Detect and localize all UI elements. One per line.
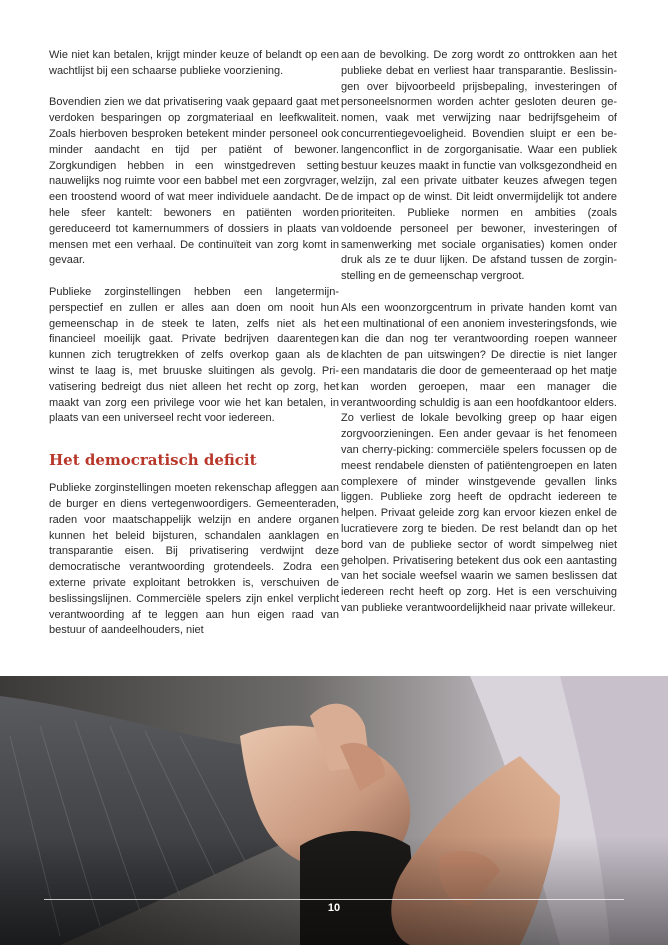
left-paragraph-2: Bovendien zien we dat privatisering vaak gepaard gaat met verdoken besparingen op zorgmateriaal en leefkwaliteit. Zoals hierboven besproken betekent minder personeel ook minder aandacht en tijd per patiënt of bewoner. Zorgkundigen hebben in een winstgedreven setting nauwelijks nog ruimte voor een babbel met een zorgvrager, een troostend woord of wat meer individuele aandacht. De hele sfeer kantelt: bewoners en patiënten worden gereduceerd tot kamernummers of dossiers in plaats van mensen met een verhaal. De continuïteit van zorg komt in gevaar. [49,96,339,267]
section-heading: Het democratisch deficit [49,451,257,470]
right-column [341,48,617,632]
left-paragraph-4: Publieke zorginstellingen moeten rekenschap afleggen aan de burger en diens vertegenwoordigers. Gemeenteraden, raden voor maatschappelijk welzijn en andere organen kunnen het beleid bijsturen, schandalen aanklagen en transparantie eisen. Bij privatisering verdwijnt deze democratische verantwoording grotendeels. Zodra een externe private exploitant betrokken is, verschuiven de beslissingslijnen. Commerciële spelers zijn enkel verplicht verantwoording af te leggen aan hun eigen raad van bestuur of aandeelhouders, niet [49,482,339,637]
left-paragraph-3: Publieke zorginstellingen hebben een langetermijnperspectief en zullen er alles aan doen om nooit hun gemeenschap in de steek te laten, zelfs niet als het financieel moeilijk gaat. Private bedrijven daarentegen kunnen zich terugtrekken of zelfs overkop gaan als de winst te laag is, met bruuske sluitingen als gevolg. Privatisering bedreigt dus niet alleen het recht op zorg, het maakt van zorg een privilege voor wie het kan betalen, in plaats van een universeel recht voor iedereen. [49,285,339,425]
footer-divider [44,899,624,900]
left-paragraph-1: Wie niet kan betalen, krijgt minder keuze of belandt op een wachtlijst bij een schaarse publieke voorziening. [49,49,339,77]
right-paragraph-2: Als een woonzorgcentrum in private handen komt van een multinational of een anoniem investeringsfonds, wie kan die dan nog ter verantwoording roepen wanneer klachten de pan uitswingen? De directie is niet langer een mandataris die door de gemeenteraad op het matje kan worden geroepen, maar een manager die verantwoording schuldig is aan een hoofdkantoor elders. Zo verliest de lokale bevolking greep op haar eigen zorgvoorzieningen. Een ander gevaar is het fenomeen van cherry-picking: commerciële spelers focussen op de meest rendabele diensten of patiëntengroepen en laten complexere of minder winstgevende gevallen links liggen. Publieke zorg heeft de opdracht iedereen te helpen. Privaat geleide zorg kan ervoor kiezen enkel de lucratievere zorg te bieden. De rest belandt dan op het bord van de publieke sector of wordt simpelweg niet geholpen. Privatisering betekent dus ook een aantasting van het sociale weefsel waarin we samen beslissen dat iedereen recht heeft op zorg. Het is een verschuiving van publieke verantwoordelijkheid naar private willekeur. [341,301,617,614]
page-number: 10 [327,902,341,914]
right-paragraph-1: aan de bevolking. De zorg wordt zo onttrokken aan het publieke debat en verliest haar transparantie. Beslissingen over bijvoorbeeld prijsbepaling, investeringen of personeelsnormen worden achter gesloten deuren genomen, vaak met verwijzing naar bedrijfsgeheim of concurrentiegevoeligheid. Bovendien sluipt er een belangenconflict in de zorgorganisatie. Waar een publiek bestuur keuzes maakt in functie van volksgezondheid en welzijn, zal een private uitbater keuzes afwegen tegen de impact op de winst. Dit leidt onvermijdelijk tot andere prioriteiten. Publieke normen en ambities (zoals voldoende personeel per bewoner, investeringen of samenwerking met sociale organisaties) komen onder druk als ze te duur lijken. De afstand tussen de zorginstelling en de gemeenschap vergroot. [341,49,617,283]
left-column [49,48,339,655]
